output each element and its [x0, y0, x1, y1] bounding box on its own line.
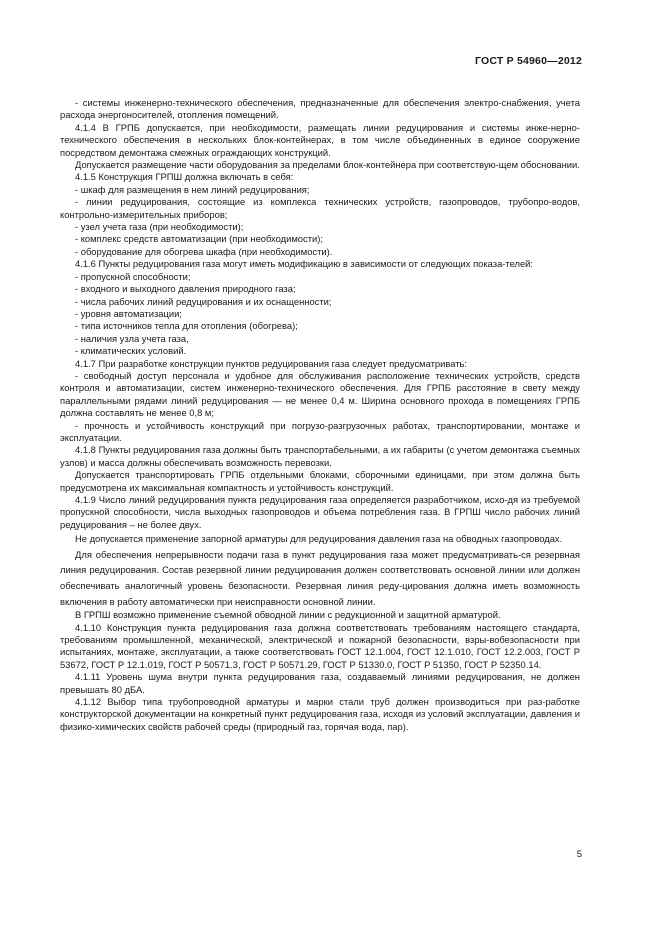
- paragraph: - числа рабочих линий редуцирования и их оснащенности;: [75, 295, 332, 307]
- page-number: 5: [576, 849, 582, 860]
- paragraph: - пропускной способности;: [75, 270, 191, 282]
- paragraph: - свободный доступ персонала и удобное для обслуживания расположение технических устройств, средств контроля и автоматизации, систем инженерно-технического обеспечения. Для ГРПБ расстояние в свету между параллельными рядами линий редуцирования — не менее 0,4 м. Ширина основного прохода в помещениях ГРПБ должна составлять не менее 0,8 м;: [60, 369, 580, 419]
- document-header: [475, 55, 582, 67]
- paragraph: Для обеспечения непрерывности подачи газа в пункт редуцирования газа может предусматривать-ся резервная линия редуцирования. Состав резервной линии редуцирования должен соответствовать основной линии или должен обеспечивать аналогичный уровень безопасности. Резервная линия реду-цирования должна иметь возможность включения в работу автоматически при неисправности основной линии.: [60, 548, 580, 607]
- paragraph: - наличия узла учета газа,: [75, 332, 189, 344]
- paragraph: 4.1.4 В ГРПБ допускается, при необходимости, размещать линии редуцирования и системы инже-нерно-технического обеспечения в нескольких блок-контейнерах, в том числе объединенных в единое сооружение посредством демонтажа смежных ограждающих конструкций.: [60, 121, 580, 158]
- paragraph: - входного и выходного давления природного газа;: [75, 283, 296, 295]
- paragraph: - комплекс средств автоматизации (при необходимости);: [75, 233, 323, 245]
- paragraph: 4.1.7 При разработке конструкции пунктов редуцирования газа следует предусматривать:: [75, 357, 468, 369]
- paragraph: Не допускается применение запорной арматуры для редуцирования давления газа на обводных газопроводах.: [75, 533, 563, 545]
- paragraph: - шкаф для размещения в нем линий редуцирования;: [75, 183, 310, 195]
- paragraph: В ГРПШ возможно применение съемной обводной линии с редукционной и защитной арматурой.: [75, 609, 501, 621]
- paragraph: 4.1.12 Выбор типа трубопроводной арматуры и марки стали труб должен производиться при раз-работке конструкторской документации на конкретный пункт редуцирования газа, исходя из условий эксплуатации, давления и физико-химических свойств рабочей среды (природный газ, горячая вода, пар).: [60, 696, 580, 732]
- paragraph: 4.1.5 Конструкция ГРПШ должна включать в себя:: [75, 171, 294, 183]
- paragraph: 4.1.9 Число линий редуцирования пункта редуцирования газа определяется разработчиком, исхо-дя из требуемой пропускной способности, числа выходных газопроводов и объема потребления газа. В ГРПШ число рабочих линий редуцирования – не более двух.: [60, 494, 580, 530]
- paragraph: - узел учета газа (при необходимости);: [75, 221, 244, 233]
- paragraph: 4.1.8 Пункты редуцирования газа должны быть транспортабельными, а их габариты (с учетом демонтажа съемных узлов) и масса должны обеспечивать возможность перевозки.: [60, 444, 580, 468]
- paragraph: - системы инженерно-технического обеспечения, предназначенные для обеспечения электро-снабжения, учета расхода энергоносителей, отопления помещений.: [60, 97, 580, 121]
- document-body: [60, 97, 580, 733]
- paragraph: Допускается размещение части оборудования за пределами блок-контейнера при соответствую-щем обосновании.: [75, 159, 580, 171]
- paragraph: 4.1.6 Пункты редуцирования газа могут иметь модификацию в зависимости от следующих показа-телей:: [75, 258, 534, 270]
- paragraph: - типа источников тепла для отопления (обогрева);: [75, 320, 298, 332]
- paragraph: - уровня автоматизации;: [75, 307, 182, 319]
- paragraph: - климатических условий.: [75, 345, 187, 357]
- paragraph: - оборудование для обогрева шкафа (при необходимости).: [75, 245, 333, 257]
- paragraph: Допускается транспортировать ГРПБ отдельными блоками, сборочными единицами, при этом должна быть предусмотрена их максимальная компактность и устойчивость конструкций.: [60, 469, 580, 493]
- paragraph: - прочность и устойчивость конструкций при погрузо-разгрузочных работах, транспортировании, монтаже и эксплуатации.: [60, 419, 580, 443]
- paragraph: - линии редуцирования, состоящие из комплекса технических устройств, газопроводов, трубопро-водов, контрольно-измерительных приборов;: [60, 196, 580, 220]
- paragraph: 4.1.10 Конструкция пункта редуцирования газа должна соответствовать требованиям настоящего стандарта, требованиям промышленной, механической, электрической и пожарной безопасности, взры-вобезопасности при испытаниях, монтаже, эксплуатации, а также соответствовать ГОСТ 12.1.004, ГОСТ 12.1.010, ГОСТ 12.2.003, ГОСТ Р 53672, ГОСТ Р 12.1.019, ГОСТ Р 50571.3, ГОСТ Р 50571.29, ГОСТ Р 51330.0, ГОСТ Р 51350, ГОСТ Р 52350.14.: [60, 621, 580, 670]
- paragraph: 4.1.11 Уровень шума внутри пункта редуцирования газа, создаваемый линиями редуцирования, не должен превышать 80 дБА.: [60, 671, 580, 695]
- standard-code: ГОСТ Р 54960—2012: [474, 55, 582, 67]
